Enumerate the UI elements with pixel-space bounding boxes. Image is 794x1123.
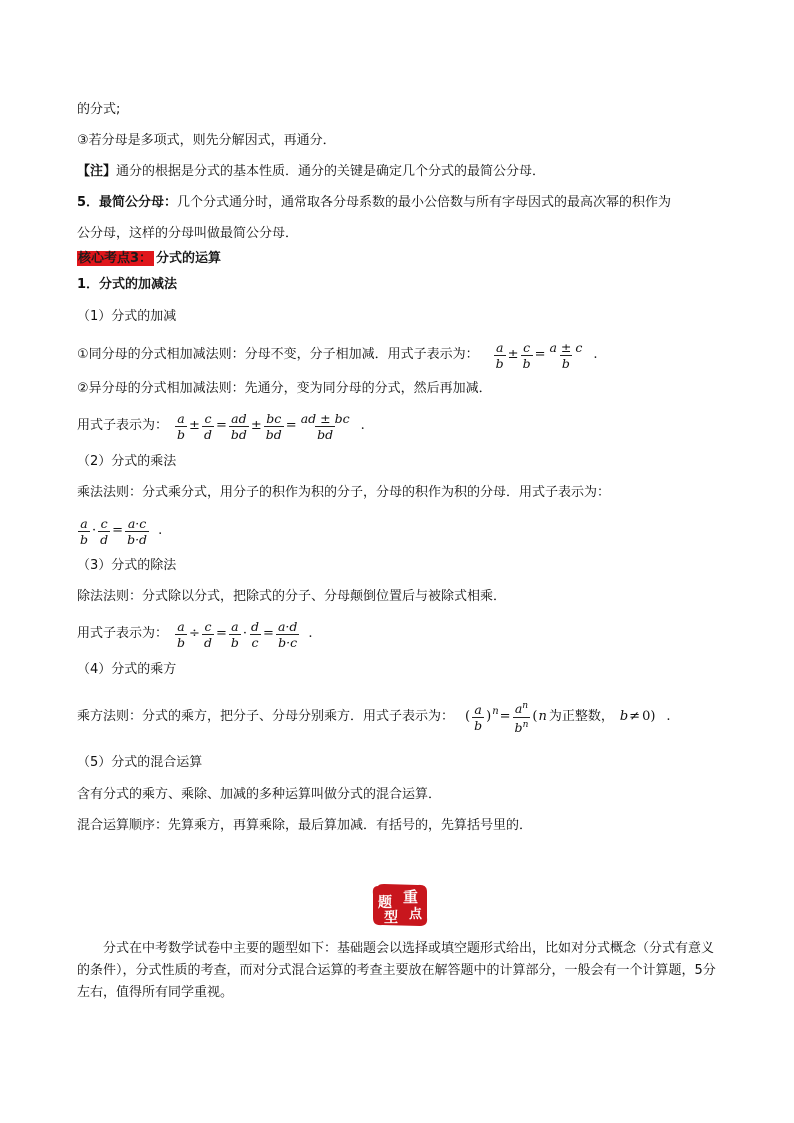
rule-power	[77, 694, 672, 740]
rule-text: 用式子表示为：	[77, 418, 169, 433]
formula-same-denominator: $\frac{a}{b}$ ± $\frac{c}{b}$ = $\frac{a \pm c}{b}$ .	[495, 339, 598, 371]
text-line: 公分母，这样的分母叫做最简公分母．	[77, 226, 299, 241]
rule-text: 乘方法则：分式的乘方，把分子、分母分别乘方．用式子表示为：	[77, 709, 455, 724]
intro-paragraph: 分式在中考数学试卷中主要的题型如下：基础题会以选择或填空题形式给出，比如对分式概念（分式有意义的条件），分式性质的考查，而对分式混合运算的考查主要放在解答题中的计算部分，一般会有一个计算题，5分左右，值得所有同学重视。	[77, 941, 716, 1000]
rule-divide: 除法法则：分式除以分式，把除式的分子、分母颠倒位置后与被除式相乘．	[77, 589, 507, 604]
formula-line	[77, 406, 366, 446]
svg-text:题: 题	[378, 895, 392, 911]
subheading: （2）分式的乘法	[77, 454, 177, 469]
note-text: 通分的根据是分式的基本性质．通分的关键是确定几个分式的最简公分母．	[116, 164, 546, 179]
subheading: （5）分式的混合运算	[77, 755, 203, 770]
formula-power: ( $\frac{a}{b}$ ) n = $\frac{a^n}{b^n}$ ( n 为正整数， b ≠ 0) .	[465, 701, 671, 735]
subheading: （1）分式的加减	[77, 309, 177, 324]
formula-multiply: $\frac{a}{b}$ · $\frac{c}{d}$ = $\frac{a\cdot c}{b\cdot d}$ .	[80, 515, 163, 547]
note-label: 【注】	[77, 164, 117, 179]
key-question-badge	[370, 880, 430, 930]
text-line: ③若分母是多项式，则先分解因式，再通分．	[77, 133, 336, 148]
rule-order: 混合运算顺序：先算乘方，再算乘除，最后算加减．有括号的，先算括号里的．	[77, 818, 533, 833]
subheading: （3）分式的除法	[77, 558, 177, 573]
text-line: 的分式;	[77, 102, 121, 117]
rule-mixed: 含有分式的乘方、乘除、加减的多种运算叫做分式的混合运算．	[77, 787, 442, 802]
seal-icon	[370, 880, 430, 930]
note-line	[77, 163, 545, 181]
formula-different-denominator: $\frac{a}{b}$ ± $\frac{c}{d}$ = $\frac{ad}{bd}$ ± $\frac{bc}{bd}$ = $\frac{ad \pm bc}{bd}$ .	[177, 410, 365, 442]
svg-text:点: 点	[409, 907, 423, 922]
definition-term: 5．最简公分母：	[77, 195, 178, 210]
svg-text:型: 型	[384, 910, 398, 926]
heading-add-sub: 1．分式的加减法	[77, 277, 178, 292]
condition-text: 为正整数，	[548, 709, 614, 724]
formula-divide: $\frac{a}{b}$ ÷ $\frac{c}{d}$ = $\frac{a}{b}$ · $\frac{d}{c}$ = $\frac{a\cdot d}{b\cdot c}$ .	[177, 618, 313, 650]
section-tag	[77, 250, 221, 267]
section-tag-title: 分式的运算	[156, 251, 222, 266]
section-tag-label: 核心考点3：	[78, 251, 153, 266]
rule-same-denominator	[77, 336, 599, 374]
definition-text: 几个分式通分时，通常取各分母系数的最小公倍数与所有字母因式的最高次幂的积作为	[177, 195, 672, 210]
definition-line	[77, 194, 671, 212]
rule-multiply: 乘法法则：分式乘分式，用分子的积作为积的分子，分母的积作为积的分母．用式子表示为：	[77, 485, 611, 500]
formula-line	[77, 614, 314, 654]
rule-different-denominator: ②异分母的分式相加减法则：先通分，变为同分母的分式，然后再加减．	[77, 381, 492, 396]
subheading: （4）分式的乘方	[77, 662, 177, 677]
rule-text: ①同分母的分式相加减法则：分母不变，分子相加减．用式子表示为：	[77, 347, 479, 362]
svg-text:重: 重	[403, 888, 419, 906]
rule-text: 用式子表示为：	[77, 626, 169, 641]
